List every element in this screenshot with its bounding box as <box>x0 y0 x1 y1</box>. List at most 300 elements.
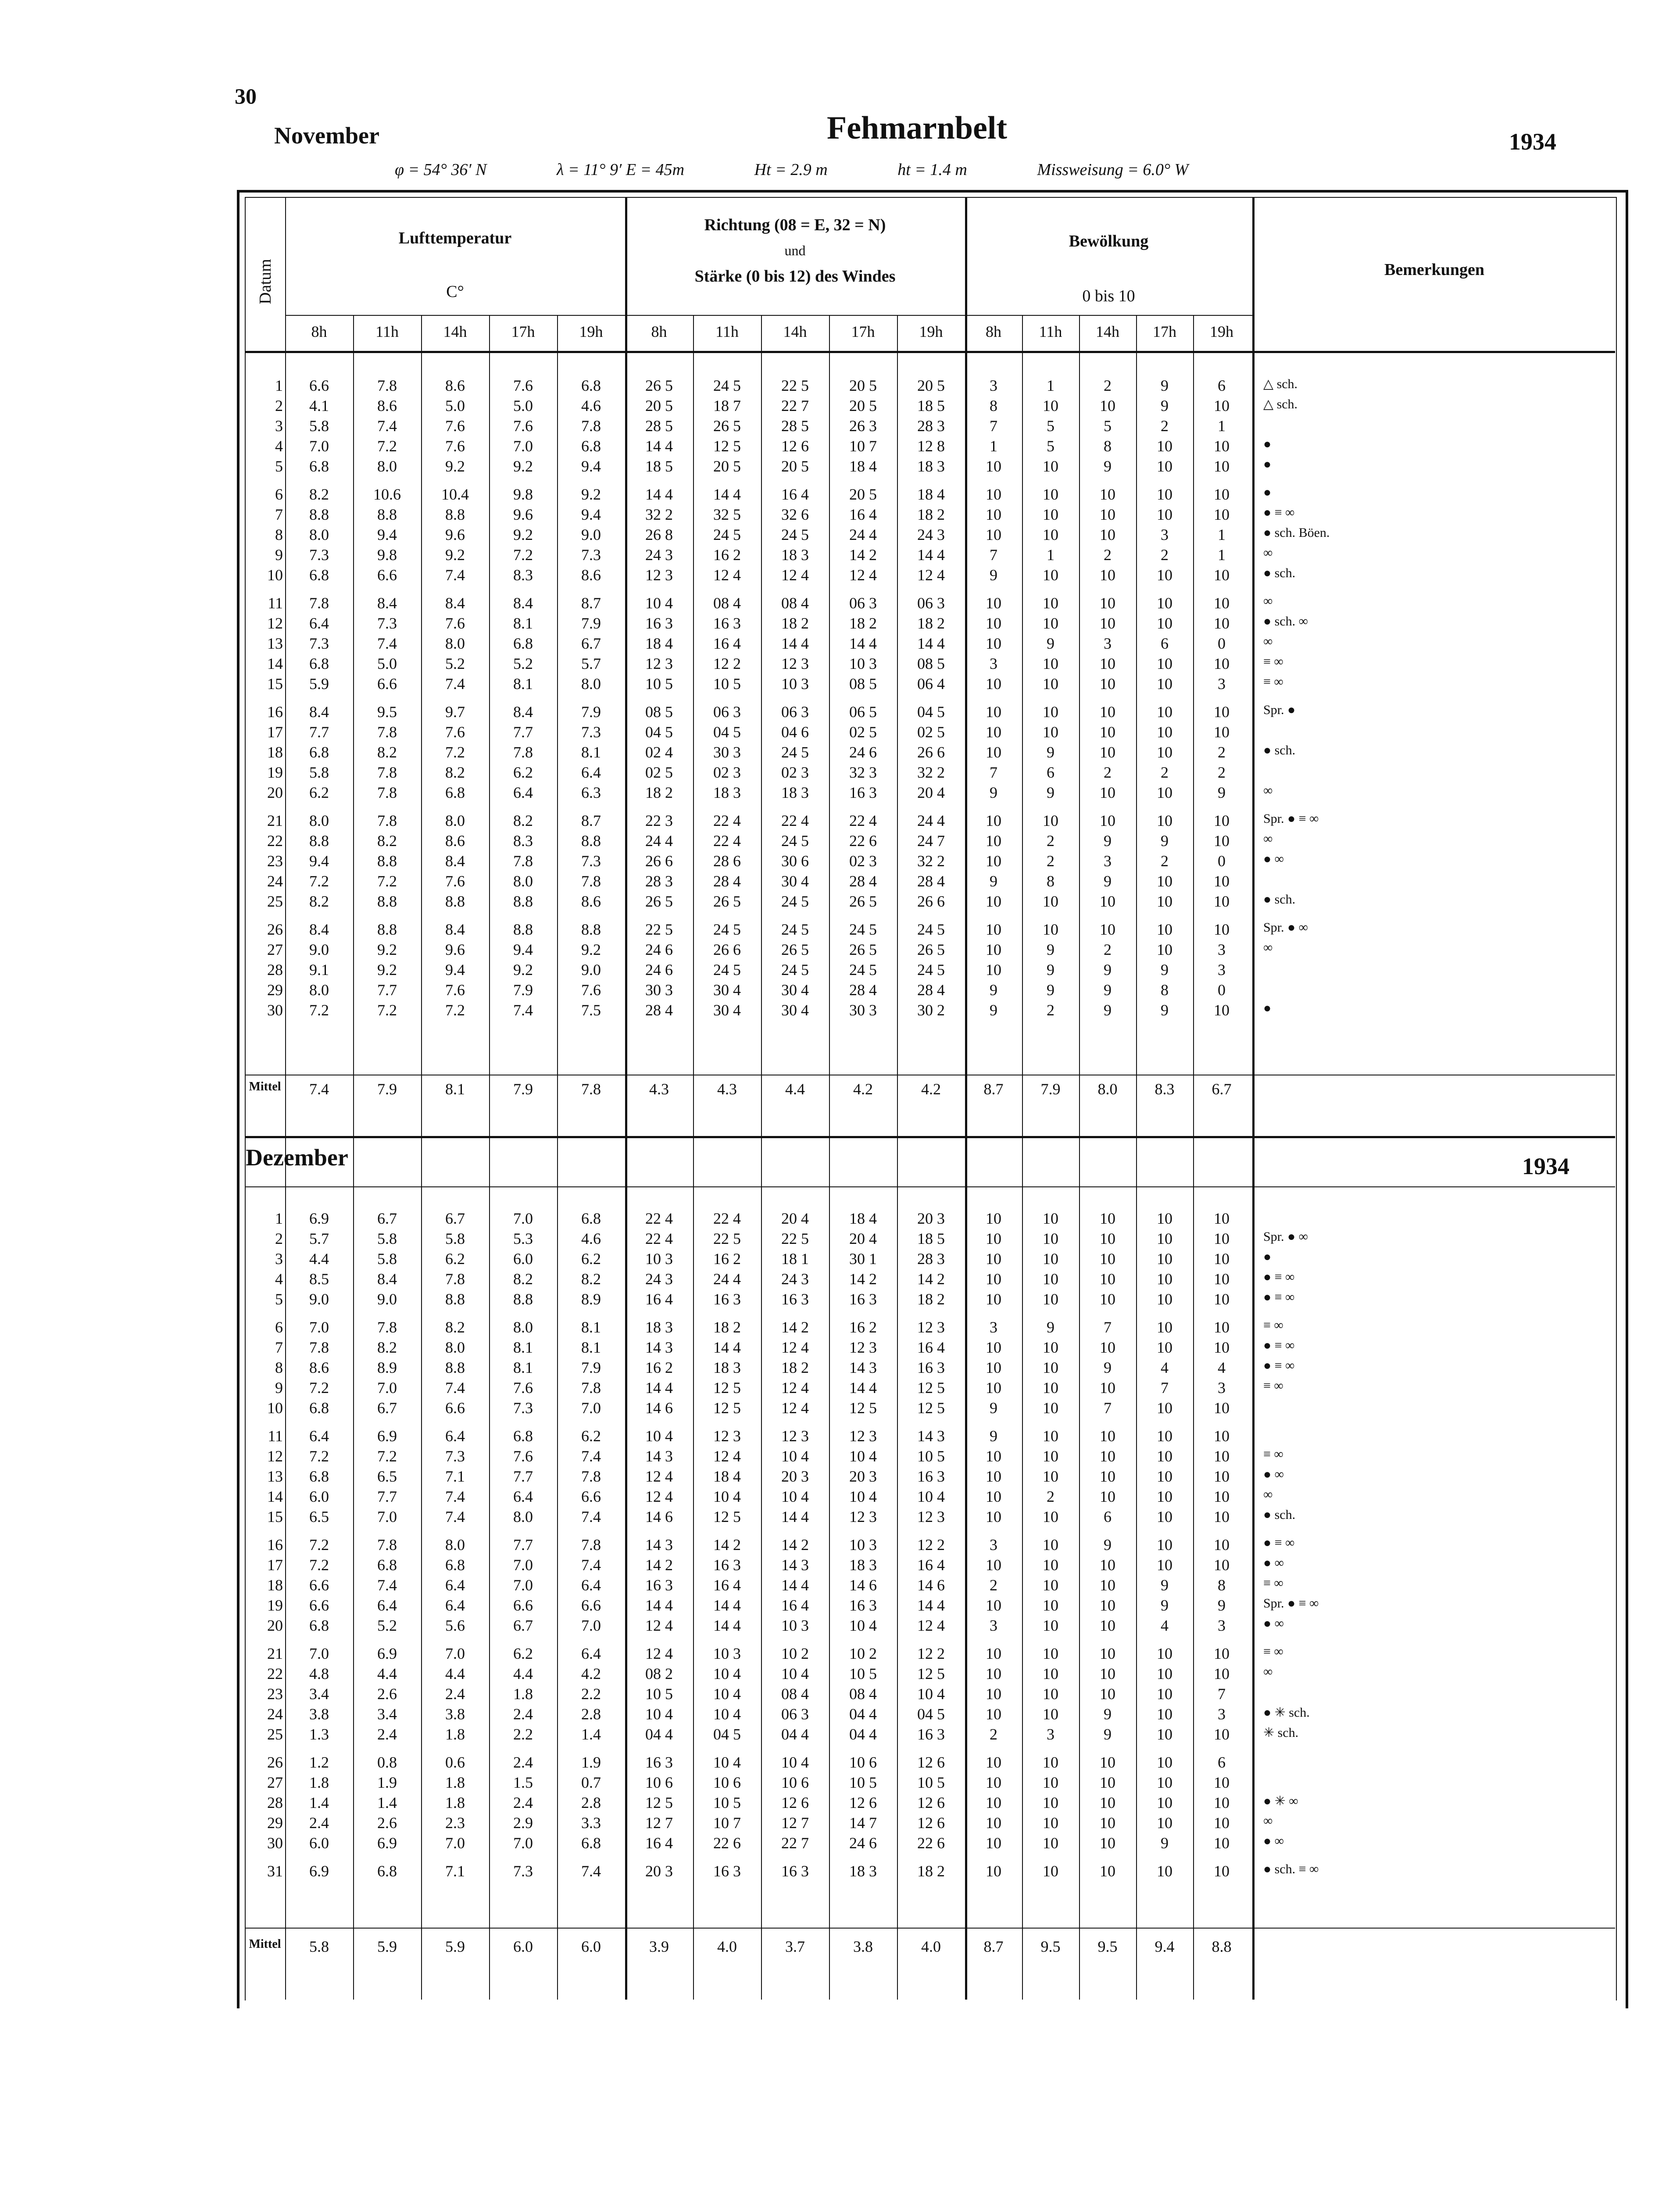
wind-value: 16 3 <box>849 784 877 801</box>
temp-value: 5.8 <box>377 1230 397 1247</box>
temp-value: 7.6 <box>581 981 601 999</box>
temp-value: 7.8 <box>377 377 397 394</box>
wind-value: 26 5 <box>781 941 809 958</box>
cloud-value: 10 <box>1043 1536 1058 1554</box>
wind-value: 16 2 <box>645 1359 673 1376</box>
temp-value: 8.2 <box>377 743 397 761</box>
cloud-value: 10 <box>1100 1617 1115 1634</box>
remark: Spr. ● <box>1263 703 1296 717</box>
cloud-value: 10 <box>986 1508 1001 1525</box>
remark: ● sch. Böen. <box>1263 525 1330 540</box>
cloud-value: 10 <box>1043 1645 1058 1662</box>
temp-value: 7.0 <box>513 437 533 455</box>
temp-value: 7.6 <box>445 723 465 741</box>
temp-value: 8.5 <box>309 1270 329 1288</box>
cloud-value: 3 <box>1104 635 1112 652</box>
temp-value: 9.0 <box>581 526 601 543</box>
cloud-value: 10 <box>1043 594 1058 612</box>
wind-value: 24 5 <box>849 961 877 979</box>
wind-value: 06 5 <box>849 703 877 721</box>
cloud-value: 10 <box>986 852 1001 870</box>
wind-value: 28 6 <box>713 852 741 870</box>
remark: ● <box>1263 1250 1272 1264</box>
cloud-value: 10 <box>1100 1814 1115 1832</box>
row-day: 18 <box>267 1576 283 1594</box>
cloud-value: 10 <box>986 1230 1001 1247</box>
wind-value: 10 4 <box>781 1665 809 1682</box>
temp-value: 7.3 <box>513 1862 533 1880</box>
wind-value: 16 3 <box>645 1576 673 1594</box>
temp-value: 4.4 <box>377 1665 397 1682</box>
wind-value: 12 7 <box>781 1814 809 1832</box>
temp-value: 5.8 <box>309 764 329 781</box>
cloud-value: 10 <box>1100 566 1115 584</box>
cloud-value: 10 <box>986 743 1001 761</box>
wind-value: 18 2 <box>713 1318 741 1336</box>
cloud-value: 10 <box>1043 1379 1058 1397</box>
cloud-value: 2 <box>1104 764 1112 781</box>
temp-value: 2.4 <box>377 1725 397 1743</box>
temp-value: 5.7 <box>581 655 601 672</box>
wind-value: 30 4 <box>781 1001 809 1019</box>
row-day: 31 <box>267 1862 283 1880</box>
wind-value: 30 3 <box>713 743 741 761</box>
temp-value: 1.8 <box>445 1794 465 1811</box>
wind-value: 28 4 <box>713 872 741 890</box>
wind-value: 22 6 <box>849 832 877 850</box>
wind-value: 16 3 <box>713 1556 741 1574</box>
cloud-value: 6 <box>1161 635 1169 652</box>
wind-value: 02 5 <box>917 723 945 741</box>
temp-value: 7.0 <box>581 1617 601 1634</box>
temp-value: 9.4 <box>377 526 397 543</box>
wind-value: 24 6 <box>645 961 673 979</box>
wind-value: 22 6 <box>917 1834 945 1852</box>
wind-value: 30 4 <box>781 981 809 999</box>
table-row <box>0 961 1680 981</box>
table-row <box>0 1576 1680 1596</box>
wind-value: 24 4 <box>713 1270 741 1288</box>
wind-value: 24 5 <box>781 526 809 543</box>
cloud-value: 10 <box>1100 397 1115 414</box>
temp-value: 7.4 <box>377 635 397 652</box>
table-row <box>0 1753 1680 1773</box>
wind-value: 16 2 <box>849 1318 877 1336</box>
temp-value: 8.6 <box>377 397 397 414</box>
wind-value: 24 3 <box>781 1270 809 1288</box>
cloud-value: 10 <box>1214 614 1230 632</box>
cloud-value: 9 <box>1104 961 1112 979</box>
table-row <box>0 783 1680 804</box>
cloud-value: 10 <box>1157 1488 1172 1505</box>
temp-value: 7.0 <box>581 1399 601 1417</box>
temp-value: 10.6 <box>373 486 401 503</box>
wind-value: 04 4 <box>781 1725 809 1743</box>
mittel-cloud: 9.4 <box>1155 1938 1175 1955</box>
temp-value: 7.4 <box>581 1447 601 1465</box>
wind-value: 14 4 <box>713 1339 741 1356</box>
cloud-value: 10 <box>986 921 1001 938</box>
wind-value: 12 6 <box>917 1754 945 1771</box>
mittel-temp: 6.0 <box>581 1938 601 1955</box>
cloud-value: 10 <box>1043 1359 1058 1376</box>
wind-value: 12 6 <box>781 1794 809 1811</box>
temp-value: 2.4 <box>513 1794 533 1811</box>
wind-value: 18 4 <box>917 486 945 503</box>
remark: ● ∞ <box>1263 852 1284 866</box>
wind-value: 18 2 <box>917 506 945 523</box>
cloud-value: 10 <box>986 675 1001 693</box>
temp-value: 8.0 <box>513 1318 533 1336</box>
temp-value: 7.9 <box>581 703 601 721</box>
temp-value: 7.6 <box>513 1447 533 1465</box>
temp-value: 7.7 <box>377 981 397 999</box>
temp-value: 8.8 <box>445 1359 465 1376</box>
wind-value: 18 2 <box>917 614 945 632</box>
cloud-value: 9 <box>1104 1725 1112 1743</box>
temp-value: 7.6 <box>513 417 533 435</box>
remark: ≡ ∞ <box>1263 675 1283 689</box>
cloud-value: 10 <box>1043 566 1058 584</box>
cloud-value: 10 <box>1214 1536 1230 1554</box>
table-row <box>0 892 1680 912</box>
table-row <box>0 1270 1680 1290</box>
row-day: 10 <box>267 566 283 584</box>
row-day: 24 <box>267 1705 283 1723</box>
wind-value: 18 4 <box>645 635 673 652</box>
row-day: 13 <box>267 1468 283 1485</box>
year-dezember: 1934 <box>1522 1153 1569 1179</box>
temp-value: 9.5 <box>377 703 397 721</box>
temp-value: 6.8 <box>309 1399 329 1417</box>
temp-value: 5.9 <box>309 675 329 693</box>
divider <box>285 315 1252 316</box>
row-day: 16 <box>267 703 283 721</box>
temp-value: 7.8 <box>513 743 533 761</box>
remark: ∞ <box>1263 783 1273 798</box>
temp-value: 6.9 <box>309 1862 329 1880</box>
temp-value: 8.0 <box>445 1536 465 1554</box>
mittel-wind: 3.8 <box>853 1938 873 1955</box>
wind-value: 16 4 <box>849 506 877 523</box>
temp-value: 7.1 <box>445 1862 465 1880</box>
temp-value: 6.8 <box>445 1556 465 1574</box>
cloud-value: 10 <box>1100 526 1115 543</box>
cloud-value: 10 <box>1157 594 1172 612</box>
row-day: 11 <box>268 594 283 612</box>
wind-value: 32 6 <box>781 506 809 523</box>
wind-value: 16 3 <box>713 1290 741 1308</box>
wind-value: 28 3 <box>917 1250 945 1268</box>
temp-value: 7.7 <box>513 723 533 741</box>
row-day: 12 <box>267 614 283 632</box>
wind-value: 20 5 <box>849 377 877 394</box>
temp-value: 8.8 <box>309 832 329 850</box>
temp-value: 10.4 <box>441 486 469 503</box>
cloud-value: 10 <box>1157 1399 1172 1417</box>
temp-value: 8.8 <box>513 921 533 938</box>
wind-value: 28 3 <box>917 417 945 435</box>
cloud-value: 9 <box>1104 1359 1112 1376</box>
temp-value: 9.2 <box>581 486 601 503</box>
wind-value: 14 2 <box>645 1556 673 1574</box>
cloud-value: 10 <box>1157 872 1172 890</box>
temp-value: 2.2 <box>513 1725 533 1743</box>
wind-value: 16 3 <box>849 1597 877 1614</box>
latitude: φ = 54° 36′ N <box>395 161 487 179</box>
wind-value: 14 4 <box>917 635 945 652</box>
table-row <box>0 1616 1680 1636</box>
temp-value: 7.0 <box>513 1210 533 1227</box>
temp-value: 7.4 <box>513 1001 533 1019</box>
temp-value: 6.4 <box>513 1488 533 1505</box>
cloud-value: 10 <box>986 1774 1001 1791</box>
cloud-value: 10 <box>1100 1685 1115 1703</box>
temp-value: 7.0 <box>513 1556 533 1574</box>
cloud-value: 10 <box>1043 1270 1058 1288</box>
wind-value: 12 5 <box>713 1399 741 1417</box>
cloud-value: 10 <box>1157 1814 1172 1832</box>
mittel-wind: 4.0 <box>717 1938 737 1955</box>
wind-value: 12 2 <box>713 655 741 672</box>
temp-value: 6.4 <box>309 1427 329 1445</box>
temp-value: 8.0 <box>309 526 329 543</box>
temp-value: 8.8 <box>309 506 329 523</box>
temp-value: 8.0 <box>581 675 601 693</box>
row-day: 23 <box>267 852 283 870</box>
temp-value: 6.2 <box>581 1427 601 1445</box>
cloud-value: 10 <box>1043 1576 1058 1594</box>
wind-value: 16 3 <box>917 1468 945 1485</box>
row-day: 27 <box>267 1774 283 1791</box>
wind-value: 04 4 <box>645 1725 673 1743</box>
temp-value: 6.8 <box>513 1427 533 1445</box>
wind-value: 20 3 <box>849 1468 877 1485</box>
temp-value: 6.6 <box>581 1597 601 1614</box>
temp-value: 6.4 <box>445 1427 465 1445</box>
cloud-value: 10 <box>1043 1399 1058 1417</box>
temp-value: 7.4 <box>377 1576 397 1594</box>
cloud-value: 10 <box>1157 1230 1172 1247</box>
cloud-value: 10 <box>1214 1399 1230 1417</box>
wind-value: 14 6 <box>849 1576 877 1594</box>
temp-value: 2.6 <box>377 1685 397 1703</box>
mittel-label: Mittel <box>249 1080 281 1093</box>
temp-value: 7.4 <box>445 675 465 693</box>
temp-value: 6.0 <box>513 1250 533 1268</box>
temp-value: 7.2 <box>377 437 397 455</box>
cloud-value: 3 <box>1218 1379 1226 1397</box>
mittel-temp: 5.9 <box>445 1938 465 1955</box>
wind-value: 12 8 <box>917 437 945 455</box>
wind-value: 18 2 <box>781 1359 809 1376</box>
table-row <box>0 1644 1680 1665</box>
cloud-value: 10 <box>1043 1339 1058 1356</box>
temp-value: 6.8 <box>445 784 465 801</box>
cloud-value: 7 <box>1104 1399 1112 1417</box>
cloud-value: 6 <box>1047 764 1054 781</box>
temp-value: 7.3 <box>309 546 329 564</box>
temp-value: 9.4 <box>309 852 329 870</box>
wind-value: 28 4 <box>849 872 877 890</box>
wind-value: 24 5 <box>713 377 741 394</box>
temp-value: 7.2 <box>445 1001 465 1019</box>
cloud-value: 10 <box>1157 1774 1172 1791</box>
cloud-value: 10 <box>1157 675 1172 693</box>
remark: ● ∞ <box>1263 1556 1284 1570</box>
wind-value: 16 3 <box>645 1754 673 1771</box>
temp-value: 6.8 <box>581 437 601 455</box>
row-day: 26 <box>267 921 283 938</box>
header-datum-label: Datum <box>256 259 275 304</box>
wind-value: 10 5 <box>849 1774 877 1791</box>
wind-value: 10 5 <box>645 675 673 693</box>
temp-value: 7.8 <box>581 1468 601 1485</box>
temp-value: 8.8 <box>377 893 397 910</box>
cloud-value: 9 <box>990 784 997 801</box>
cloud-value: 10 <box>1214 1468 1230 1485</box>
cloud-value: 10 <box>1043 614 1058 632</box>
mittel-wind: 4.3 <box>717 1080 737 1098</box>
temp-value: 8.4 <box>445 852 465 870</box>
wind-value: 04 5 <box>917 703 945 721</box>
table-row <box>0 743 1680 763</box>
hour-label-cloud: 14h <box>1096 323 1119 340</box>
cloud-value: 2 <box>1104 941 1112 958</box>
cloud-value: 2 <box>1047 1488 1054 1505</box>
wind-value: 16 4 <box>781 1597 809 1614</box>
temp-value: 8.0 <box>445 635 465 652</box>
cloud-value: 10 <box>986 1645 1001 1662</box>
wind-value: 18 2 <box>645 784 673 801</box>
cloud-value: 2 <box>990 1725 997 1743</box>
wind-value: 10 4 <box>645 594 673 612</box>
temp-value: 4.2 <box>581 1665 601 1682</box>
cloud-value: 9 <box>1161 1001 1169 1019</box>
table-row <box>0 1209 1680 1229</box>
temp-value: 7.8 <box>445 1270 465 1288</box>
hour-label-temp: 19h <box>579 323 603 340</box>
cloud-value: 10 <box>1214 1290 1230 1308</box>
temp-value: 6.8 <box>377 1556 397 1574</box>
cloud-value: 10 <box>986 506 1001 523</box>
temp-value: 9.2 <box>377 941 397 958</box>
remark: ● ≡ ∞ <box>1263 1536 1295 1550</box>
wind-value: 10 6 <box>849 1754 877 1771</box>
cloud-value: 10 <box>1157 812 1172 829</box>
wind-value: 02 3 <box>781 764 809 781</box>
wind-value: 14 3 <box>645 1536 673 1554</box>
wind-value: 12 3 <box>917 1508 945 1525</box>
temp-value: 1.8 <box>309 1774 329 1791</box>
cloud-value: 4 <box>1161 1359 1169 1376</box>
wind-value: 14 6 <box>645 1508 673 1525</box>
temp-value: 7.3 <box>581 723 601 741</box>
cloud-value: 3 <box>1104 852 1112 870</box>
temp-value: 7.7 <box>513 1468 533 1485</box>
temp-value: 9.2 <box>445 457 465 475</box>
temp-value: 1.8 <box>445 1725 465 1743</box>
temp-value: 6.8 <box>513 635 533 652</box>
cloud-value: 10 <box>1043 506 1058 523</box>
cloud-value: 10 <box>1214 1645 1230 1662</box>
cloud-value: 10 <box>986 961 1001 979</box>
cloud-value: 10 <box>1100 1250 1115 1268</box>
cloud-value: 3 <box>990 377 997 394</box>
row-day: 14 <box>267 655 283 672</box>
cloud-value: 7 <box>990 546 997 564</box>
remark: △ sch. <box>1263 377 1298 391</box>
temp-value: 1.8 <box>445 1774 465 1791</box>
divider <box>245 1136 1615 1138</box>
temp-value: 5.2 <box>445 655 465 672</box>
table-row <box>0 525 1680 546</box>
wind-value: 10 4 <box>917 1488 945 1505</box>
table-row <box>0 1834 1680 1854</box>
cloud-value: 0 <box>1218 635 1226 652</box>
cloud-value: 10 <box>986 941 1001 958</box>
cloud-value: 0 <box>1218 981 1226 999</box>
cloud-value: 9 <box>1161 397 1169 414</box>
table-row <box>0 1536 1680 1556</box>
cloud-value: 8 <box>1218 1576 1226 1594</box>
remark: ● ✳ sch. <box>1263 1705 1310 1720</box>
mittel-wind: 4.0 <box>921 1938 941 1955</box>
wind-value: 30 1 <box>849 1250 877 1268</box>
temp-value: 6.7 <box>377 1210 397 1227</box>
wind-value: 14 2 <box>713 1536 741 1554</box>
wind-value: 24 7 <box>917 832 945 850</box>
temp-value: 1.9 <box>581 1754 601 1771</box>
temp-value: 7.6 <box>445 437 465 455</box>
temp-value: 7.8 <box>309 1339 329 1356</box>
wind-value: 18 4 <box>849 457 877 475</box>
wind-value: 02 3 <box>849 852 877 870</box>
cloud-value: 10 <box>1157 437 1172 455</box>
temp-value: 8.6 <box>581 893 601 910</box>
wind-value: 10 3 <box>781 1617 809 1634</box>
temp-value: 6.3 <box>581 784 601 801</box>
cloud-value: 10 <box>986 526 1001 543</box>
temp-value: 6.6 <box>445 1399 465 1417</box>
wind-value: 18 5 <box>917 397 945 414</box>
table-row <box>0 1725 1680 1745</box>
row-day: 4 <box>275 1270 283 1288</box>
temp-value: 7.2 <box>445 743 465 761</box>
wind-value: 12 4 <box>917 566 945 584</box>
wind-value: 14 3 <box>645 1339 673 1356</box>
cloud-value: 10 <box>986 457 1001 475</box>
table-row <box>0 614 1680 634</box>
temp-value: 6.6 <box>377 675 397 693</box>
temp-value: 7.8 <box>377 784 397 801</box>
cloud-value: 10 <box>1157 506 1172 523</box>
hour-label-cloud: 19h <box>1210 323 1233 340</box>
cloud-value: 2 <box>1161 764 1169 781</box>
cloud-value: 10 <box>1214 1339 1230 1356</box>
temp-value: 7.4 <box>445 1488 465 1505</box>
hour-labels <box>0 322 1680 343</box>
row-day: 7 <box>275 1339 283 1356</box>
temp-value: 4.4 <box>309 1250 329 1268</box>
hour-label-cloud: 8h <box>986 323 1001 340</box>
temp-value: 3.4 <box>377 1705 397 1723</box>
wind-value: 12 4 <box>713 1447 741 1465</box>
temp-value: 8.4 <box>377 1270 397 1288</box>
wind-value: 18 2 <box>781 614 809 632</box>
cloud-value: 9 <box>990 1427 997 1445</box>
wind-value: 24 5 <box>917 961 945 979</box>
